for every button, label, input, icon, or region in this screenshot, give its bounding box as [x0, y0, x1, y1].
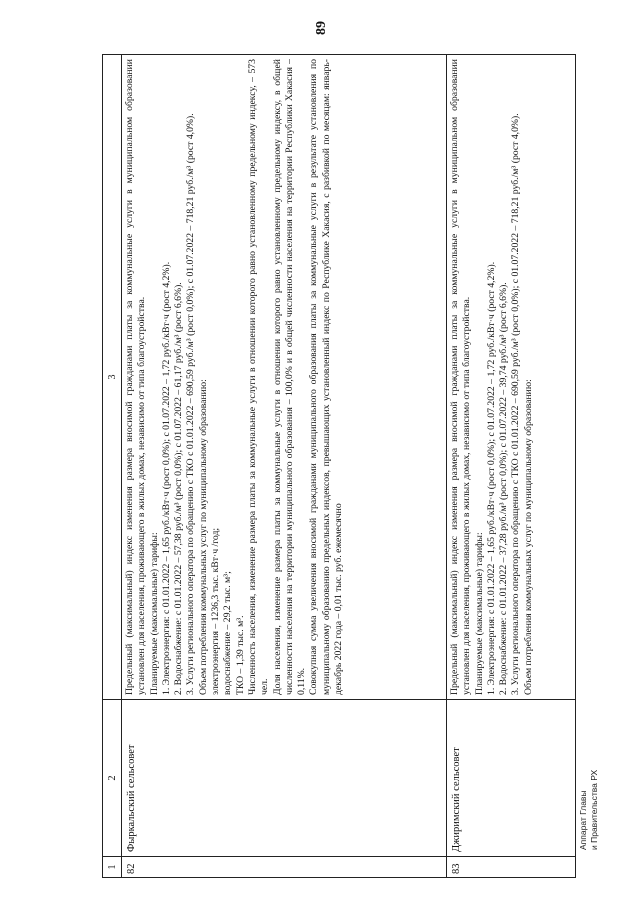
table-header-row	[103, 55, 122, 878]
desc-line: Совокупная сумма увеличения вносимой гражданами муниципального образования платы за коммунальные услуги в результате установления по муниципальному образованию предельных индексов, превышающих установленный индекс по Республике Хакасия, с разбивкой по месяцам: январь-декабрь 2022 года – 0,01 тыс. руб. ежемесячно	[308, 59, 345, 695]
office-stamp	[578, 769, 599, 851]
desc-line: Планируемые (максимальные) тарифы:	[473, 532, 485, 695]
desc-line: водоснабжение – 29,2 тыс. м³;	[222, 571, 234, 695]
stamp-line-1: Аппарат Главы	[578, 790, 588, 850]
desc-line: 1. Электроэнергия: с 01.01.2022 – 1,65 руб./кВт·ч (рост 0,0%); с 01.07.2022 – 1,72 руб./кВт·ч (рост 4,2%).	[160, 261, 172, 695]
table-row	[447, 55, 576, 878]
desc-line: 1. Электроэнергия: с 01.01.2022 – 1,65 руб./кВт·ч (рост 0,0%); с 01.07.2022 – 1,72 руб./кВт·ч (рост 4,2%).	[485, 261, 497, 695]
desc-line: 2. Водоснабжение: с 01.01.2022 – 57,38 руб./м³ (рост 0,0%); с 01.07.2022 – 61,17 руб./м³ (рост 6,6%).	[173, 282, 185, 695]
table-row	[122, 55, 447, 878]
row-number: 83	[447, 857, 576, 878]
stamp-line-2: и Правительства РХ	[589, 769, 599, 850]
desc-line: Предельный (максимальный) индекс изменения размера вносимой гражданами платы за коммунальные услуги в муниципальном образовании установлен для населения, проживающего в жилых домах, независимо от типа благоустройства.	[449, 59, 473, 695]
page-number-text: 89	[314, 21, 329, 35]
page-number	[292, 8, 352, 48]
desc-line: 3. Услуги регионального оператора по обращению с ТКО с 01.01.2022 – 690,59 руб./м³ (рост 0,0%); с 01.07.2022 – 718,21 руб./м³ (рост 4,0%).	[185, 113, 197, 695]
desc-line: Объем потребления коммунальных услуг по муниципальному образованию:	[197, 379, 209, 695]
desc-line: Предельный (максимальный) индекс изменения размера вносимой гражданами платы за коммунальные услуги в муниципальном образовании установлен для населения, проживающего в жилых домах, независимо от типа благоустройства.	[124, 59, 148, 695]
desc-line: Планируемые (максимальные) тарифы:	[148, 532, 160, 695]
desc-line: 3. Услуги регионального оператора по обращению с ТКО с 01.01.2022 – 690,59 руб./м³ (рост 0,0%); с 01.07.2022 – 718,21 руб./м³ (рост 4,0%).	[510, 113, 522, 695]
header-col-1: 1	[103, 857, 122, 878]
desc-line: ТКО – 1,39 тыс. м³.	[234, 615, 246, 695]
rotated-table-page	[102, 58, 564, 878]
header-col-2: 2	[103, 700, 122, 857]
desc-line: Доля населения, изменение размера платы за коммунальные услуги в отношении которого равно установленному предельному индексу, в общей численности населения на территории муниципального образования – 100,0% и в общей численности населения на территории Республики Хакасия – 0,11%.	[271, 59, 308, 695]
row-number: 82	[122, 857, 447, 878]
header-col-3: 3	[103, 55, 122, 700]
row-description	[122, 55, 447, 700]
municipality-name: Фыркальский сельсовет	[122, 700, 447, 857]
row-description	[447, 55, 576, 700]
municipality-name: Джиримский сельсовет	[447, 700, 576, 857]
desc-line: Численность населения, изменение размера платы за коммунальные услуги в отношении которого равно установленному предельному индексу, – 573 чел.	[246, 59, 271, 695]
tariff-table	[102, 54, 576, 878]
desc-line: Объем потребления коммунальных услуг по муниципальному образованию:	[522, 379, 534, 695]
desc-line: электроэнергия – 1236,3 тыс. кВт·ч /год;	[210, 527, 222, 695]
desc-line: 2. Водоснабжение: с 01.01.2022 – 37,28 руб./м³ (рост 0,0%); с 01.07.2022 – 39,74 руб./м³ (рост 6,6%).	[498, 282, 510, 695]
